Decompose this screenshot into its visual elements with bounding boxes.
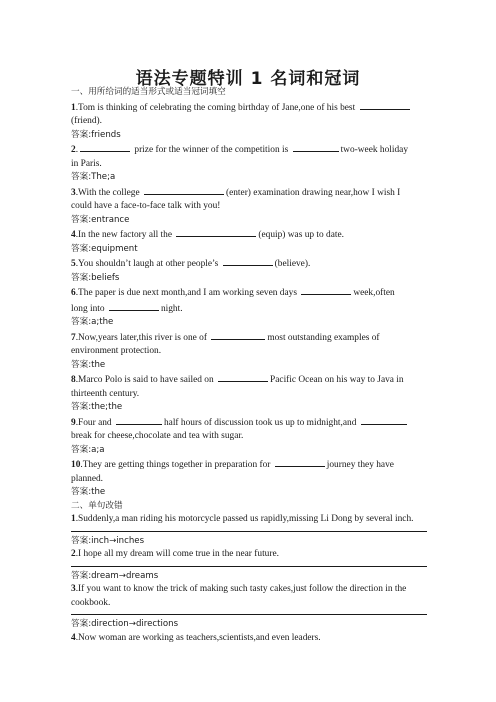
question-number: 3 — [71, 584, 76, 594]
answer-blank — [293, 142, 339, 152]
error-sentence-3 — [71, 583, 427, 610]
answer-e1: 答案:inch→inches — [71, 535, 145, 546]
question-text: prize for the winner of the competition is — [132, 145, 289, 155]
question-number: 1 — [71, 514, 76, 524]
answer-2: 答案:The;a — [71, 172, 116, 182]
question-9-cont — [71, 430, 427, 444]
document-body — [71, 86, 427, 645]
question-number: 5 — [71, 259, 76, 269]
question-text: in Paris. — [71, 158, 102, 169]
question-text: .Suddenly,a man riding his motorcycle passed us rapidly,missing Li Dong by several inch. — [75, 514, 414, 524]
question-text: environment protection. — [71, 346, 162, 356]
answer-8: 答案:the;the — [71, 402, 123, 412]
question-text: long into — [71, 303, 105, 314]
question-number: 4 — [71, 230, 76, 240]
question-text: could have a face-to-face talk with you! — [71, 201, 221, 211]
question-number: 2 — [71, 145, 76, 155]
question-6 — [71, 285, 427, 301]
question-text: .Now,years later,this river is one of — [75, 332, 207, 343]
page-title: 语法专题特训 1 名词和冠词 — [135, 69, 361, 89]
question-text: .Marco Polo is said to have sailed on — [75, 375, 214, 385]
question-8 — [71, 372, 427, 388]
question-text: night. — [160, 303, 183, 314]
answer-blank — [109, 301, 159, 311]
error-sentence-4 — [71, 632, 427, 646]
answer-blank — [218, 372, 268, 382]
answer-blank — [360, 100, 410, 110]
answer-blank — [361, 415, 407, 425]
question-text: .In the new factory all the — [75, 230, 173, 240]
answer-e3: 答案:direction→directions — [71, 619, 179, 629]
answer-7: 答案:the — [71, 359, 106, 370]
question-text: most outstanding examples of — [267, 332, 380, 343]
question-2 — [71, 142, 427, 158]
question-text: (friend). — [71, 116, 102, 126]
question-text: .Four and — [75, 417, 112, 428]
question-number: 2 — [71, 549, 76, 559]
question-10 — [71, 457, 427, 473]
question-number: 8 — [71, 375, 76, 385]
question-text: (believe). — [274, 259, 311, 269]
question-text: two-week holiday — [340, 145, 409, 155]
answer-6: 答案:a;the — [71, 317, 114, 327]
question-7 — [71, 330, 427, 346]
answer-e2: 答案:dream→dreams — [71, 570, 159, 581]
question-5 — [71, 256, 427, 272]
error-sentence-1 — [71, 513, 427, 527]
question-1 — [71, 100, 427, 116]
question-text: .The paper is due next month,and I am working seven days — [75, 288, 297, 298]
answer-blank — [223, 256, 273, 266]
question-text: week,often — [353, 288, 395, 298]
answer-blank — [301, 285, 351, 295]
question-number: 9 — [71, 417, 76, 428]
section-heading-fill-blank: 一、用所给词的适当形式或适当冠词填空 — [71, 87, 226, 97]
answer-blank — [80, 142, 130, 152]
question-text: thirteenth century. — [71, 388, 140, 399]
question-text: .They are getting things together in preparation for — [80, 460, 271, 470]
answer-5: 答案:beliefs — [71, 272, 120, 283]
question-text: (enter) examination drawing near,how I wish I — [225, 187, 401, 198]
answer-9: 答案:a;a — [71, 444, 105, 455]
section-heading-error-correction: 二、单句改错 — [71, 500, 123, 511]
question-1-cont — [71, 115, 427, 129]
answer-rule — [71, 566, 427, 567]
answer-blank — [275, 457, 325, 467]
question-text: Pacific Ocean on his way to Java in — [270, 375, 404, 385]
answer-rule — [71, 614, 427, 615]
question-text: .If you want to know the trick of making such tasty cakes,just follow the direction in the cookbook. — [71, 584, 407, 608]
answer-10: 答案:the — [71, 487, 106, 497]
question-text: .Tom is thinking of celebrating the coming birthday of Jane,one of his best — [75, 102, 356, 113]
answer-4: 答案:equipment — [71, 243, 138, 254]
answer-1: 答案:friends — [71, 129, 121, 140]
question-6-cont — [71, 301, 427, 317]
question-9 — [71, 415, 427, 431]
question-text: .With the college — [75, 187, 140, 198]
question-number: 6 — [71, 288, 76, 298]
question-2-cont — [71, 158, 427, 172]
question-text: (equip) was up to date. — [258, 230, 345, 240]
answer-blank — [116, 415, 162, 425]
question-text: .You shouldn’t laugh at other people’s — [75, 259, 219, 269]
answer-blank — [211, 330, 265, 340]
answer-3: 答案:entrance — [71, 214, 130, 225]
question-3-cont — [71, 200, 427, 214]
question-text: break for cheese,chocolate and tea with sugar. — [71, 431, 244, 441]
question-text: . — [75, 145, 79, 155]
answer-blank — [176, 227, 256, 237]
question-10-cont — [71, 473, 427, 487]
question-text: journey they have — [326, 460, 394, 470]
question-text: .I hope all my dream will come true in the near future. — [75, 549, 279, 559]
question-7-cont — [71, 345, 427, 359]
question-number: 7 — [71, 332, 76, 343]
answer-rule — [71, 531, 427, 532]
error-sentence-2 — [71, 548, 427, 562]
question-text: planned. — [71, 473, 104, 484]
question-3 — [71, 185, 427, 201]
question-number: 10 — [71, 460, 81, 470]
question-text: .Now woman are working as teachers,scientists,and even leaders. — [75, 632, 321, 643]
question-number: 4 — [71, 632, 76, 643]
question-number: 3 — [71, 187, 76, 198]
answer-blank — [144, 185, 224, 195]
question-number: 1 — [71, 102, 76, 113]
question-text: half hours of discussion took us up to midnight,and — [163, 417, 357, 428]
question-8-cont — [71, 388, 427, 402]
question-4 — [71, 227, 427, 243]
